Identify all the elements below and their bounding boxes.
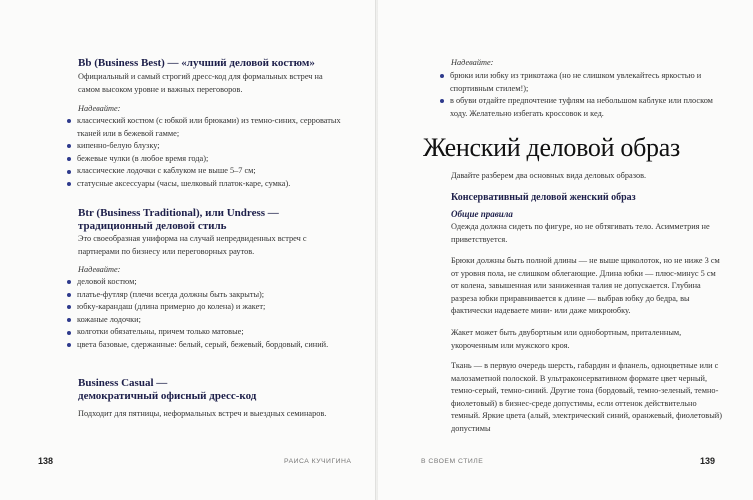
section-body-business-casual: Подходит для пятницы, неформальных встреч и выездных семинаров. (78, 409, 327, 418)
right-page (378, 0, 753, 500)
wear-label: Надевайте: (78, 104, 121, 113)
list-item: классический костюм (с юбкой или брюками) из темно-синих, серроватых тканей или в бежевой гамме; (66, 115, 342, 140)
heading-line: традиционный деловой стиль (78, 220, 227, 232)
paragraph-fabric: Ткань — в первую очередь шерсть, габардин и фланель, одноцветные или с малозаметной полоской. В ультраконсервативном формате цвет черный, темно-серый, темно-синий. Другие тона (бордовый, темно-зеленый, темно-фиолетовый) в бизнес-среде допустимы, если оттенок действительно темный. Яркие цвета (алый, электрический синий, оранжевый, фиолетовый) допустимы (451, 361, 723, 433)
list-item: юбку-карандаш (длина примерно до колена) и жакет; (66, 301, 342, 314)
list-item: деловой костюм; (66, 276, 342, 289)
wear-list-business-best (66, 115, 342, 191)
paragraph-jacket: Жакет может быть двубортным или однобортным, приталенным, укороченным или мужского кроя. (451, 328, 682, 350)
section-heading-business-best: Bb (Business Best) — «лучший деловой костюм» (78, 57, 315, 69)
section-body-business-best: Официальный и самый строгий дресс-код для формальных встреч на самом высоком уровне и важных переговоров. (78, 72, 323, 94)
page-title: Женский деловой образ (423, 133, 680, 162)
subheading-conservative: Консервативный деловой женский образ (451, 192, 636, 203)
heading-line: Business Casual — (78, 377, 168, 389)
list-item: колготки обязательны, причем только матовые; (66, 326, 342, 339)
wear-list-business-traditional (66, 276, 342, 352)
list-item: классические лодочки с каблуком не выше 5–7 см; (66, 165, 342, 178)
list-item: цвета базовые, сдержанные: белый, серый, бежевый, бордовый, синий. (66, 339, 342, 352)
running-footer: РАИСА КУЧИГИНА (284, 458, 352, 465)
list-item: в обуви отдайте предпочтение туфлям на небольшом каблуке или плоском ходу. Желательно избегать кроссовок и кед. (439, 95, 721, 120)
wear-list-business-casual (439, 70, 721, 120)
left-page (0, 0, 376, 500)
section-heading-business-traditional (78, 207, 348, 233)
page-number: 139 (700, 456, 716, 466)
list-item: бежевые чулки (в любое время года); (66, 153, 342, 166)
list-item: кипенно-белую блузку; (66, 140, 342, 153)
list-item: платье-футляр (плечи всегда должны быть закрыты); (66, 289, 342, 302)
list-item: кожаные лодочки; (66, 314, 342, 327)
subheading-general-rules: Общие правила (451, 209, 513, 219)
page-number: 138 (38, 456, 54, 466)
heading-line: демократичный офисный дресс-код (78, 390, 257, 402)
heading-line: Btr (Business Traditional), или Undress — (78, 207, 279, 219)
list-item: статусные аксессуары (часы, шелковый платок-каре, сумка). (66, 178, 342, 191)
paragraph-fit: Одежда должна сидеть по фигуре, но не обтягивать тело. Асимметрия не приветствуется. (451, 222, 710, 244)
intro-paragraph: Давайте разберем два основных вида деловых образов. (451, 171, 647, 180)
section-body-business-traditional: Это своеобразная униформа на случай непредвиденных встреч с партнерами по бизнесу или переговорных раутов. (78, 234, 307, 256)
running-footer: В СВОЕМ СТИЛЕ (421, 458, 484, 465)
wear-label: Надевайте: (451, 58, 494, 67)
section-heading-business-casual (78, 377, 348, 403)
wear-label: Надевайте: (78, 265, 121, 274)
list-item: брюки или юбку из трикотажа (но не слишком увлекайтесь яркостью и спортивным стилем!); (439, 70, 721, 95)
paragraph-trousers-skirt: Брюки должны быть полной длины — не выше щиколоток, но не ниже 3 см от уровня пола, не слишком облегающие. Длина юбки — плюс-минус 5 см от колена, завышенная или заниженная талия не допускается. Глубина разреза юбки приравнивается к длине — выбрав юбку до бедра, вы фактически надеваете мини- или даже микроюбку. (451, 256, 720, 316)
